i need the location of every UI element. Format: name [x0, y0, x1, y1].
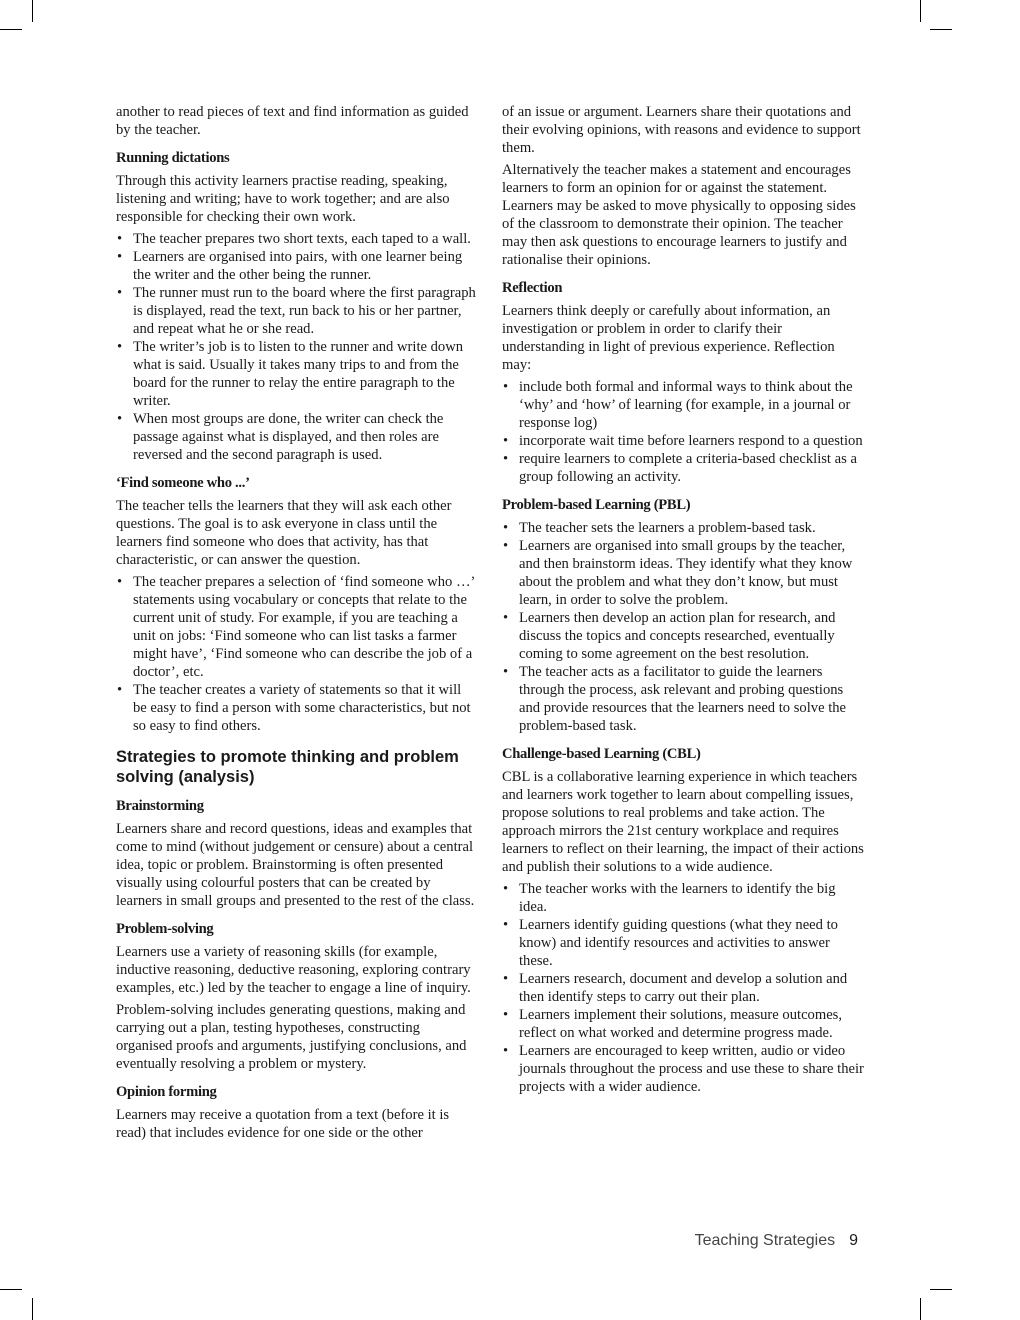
- find-someone-list: [116, 573, 478, 735]
- problem-solving-heading: Problem-solving: [116, 921, 214, 937]
- right-column: [502, 103, 864, 1100]
- list-item: • The teacher acts as a facilitator to guide the learners through the process, ask relevant and probing questions and provide resources that the learners need to solve the problem-based task.: [502, 663, 864, 735]
- crop-mark: [920, 0, 921, 22]
- pbl-list: [502, 519, 864, 735]
- cbl-text: CBL is a collaborative learning experience in which teachers and learners work together to learn about compelling issues, propose solutions to real problems and take action. The approach mirrors the 21st century workplace and requires learners to reflect on their learning, the impact of their actions and publish their solutions to a wide audience.: [502, 769, 864, 875]
- list-item: • Learners are organised into pairs, with one learner being the writer and the other being the runner.: [116, 248, 478, 284]
- opinion-forming-heading: Opinion forming: [116, 1084, 217, 1100]
- page-number: 9: [849, 1232, 858, 1249]
- crop-mark: [920, 1298, 921, 1320]
- crop-mark: [0, 29, 22, 30]
- brainstorming-text: Learners share and record questions, ideas and examples that come to mind (without judgement or censure) about a central idea, topic or problem. Brainstorming is often presented visually using colourful posters that can be created by learners in small groups and presented to the rest of the class.: [116, 821, 475, 909]
- list-item: • The writer’s job is to listen to the runner and write down what is said. Usually it takes many trips to and from the board for the runner to relay the entire paragraph to the writer.: [116, 338, 478, 410]
- left-intro: another to read pieces of text and find information as guided by the teacher.: [116, 104, 469, 138]
- cbl-list: [502, 880, 864, 1096]
- find-someone-heading: ‘Find someone who ...’: [116, 475, 250, 491]
- list-item: • The teacher creates a variety of statements so that it will be easy to find a person with some characteristics, but not so easy to find others.: [116, 681, 478, 735]
- list-item: • Learners then develop an action plan for research, and discuss the topics and concepts researched, eventually coming to some agreement on the best resolution.: [502, 609, 864, 663]
- cbl-heading: Challenge-based Learning (CBL): [502, 746, 701, 762]
- running-dictations-list: [116, 230, 478, 464]
- crop-mark: [930, 29, 952, 30]
- list-item: • The runner must run to the board where the first paragraph is displayed, read the text, run back to his or her partner, and repeat what he or she read.: [116, 284, 478, 338]
- list-item: • include both formal and informal ways to think about the ‘why’ and ‘how’ of learning (for example, in a journal or response log): [502, 378, 864, 432]
- crop-mark: [930, 1289, 952, 1290]
- right-intro-1: of an issue or argument. Learners share their quotations and their evolving opinions, with reasons and evidence to support them.: [502, 104, 861, 156]
- section-heading: Strategies to promote thinking and problem solving (analysis): [116, 748, 459, 786]
- list-item: • require learners to complete a criteria-based checklist as a group following an activity.: [502, 450, 864, 486]
- right-intro-2: Alternatively the teacher makes a statement and encourages learners to form an opinion for or against the statement. Learners may be asked to move physically to opposing sides of the classroom to demonstrate their opinion. The teacher may then ask questions to encourage learners to justify and rationalise their opinions.: [502, 162, 856, 268]
- problem-solving-text-1: Learners use a variety of reasoning skills (for example, inductive reasoning, deductive reasoning, exploring contrary examples, etc.) led by the teacher to engage a line of inquiry.: [116, 944, 471, 996]
- crop-mark: [32, 1298, 33, 1320]
- problem-solving-text-2: Problem-solving includes generating questions, making and carrying out a plan, testing hypotheses, constructing organised proofs and arguments, justifying conclusions, and eventually resolving a problem or mystery.: [116, 1002, 467, 1072]
- running-dictations-heading: Running dictations: [116, 150, 230, 166]
- brainstorming-heading: Brainstorming: [116, 798, 204, 814]
- find-someone-text: The teacher tells the learners that they will ask each other questions. The goal is to ask everyone in class until the learners find someone who does that activity, has that characteristic, or can answer the question.: [116, 498, 452, 568]
- list-item: • The teacher prepares a selection of ‘find someone who …’ statements using vocabulary or concepts that relate to the current unit of study. For example, if you are teaching a unit on jobs: ‘Find someone who can list tasks a farmer might have’, ‘Find someone who can describe the job of a doctor’, etc.: [116, 573, 478, 681]
- crop-mark: [32, 0, 33, 22]
- list-item: • When most groups are done, the writer can check the passage against what is displayed, and then roles are reversed and the second paragraph is used.: [116, 410, 478, 464]
- list-item: • Learners identify guiding questions (what they need to know) and identify resources and activities to answer these.: [502, 916, 864, 970]
- list-item: • Learners research, document and develop a solution and then identify steps to carry out their plan.: [502, 970, 864, 1006]
- reflection-list: [502, 378, 864, 486]
- footer-title: Teaching Strategies: [694, 1232, 836, 1249]
- page-footer: [695, 1231, 858, 1251]
- pbl-heading: Problem-based Learning (PBL): [502, 497, 691, 513]
- list-item: • The teacher sets the learners a problem-based task.: [502, 519, 864, 537]
- list-item: • Learners are organised into small groups by the teacher, and then brainstorm ideas. They identify what they know about the problem and what they don’t know, but must learn, in order to solve the problem.: [502, 537, 864, 609]
- list-item: • incorporate wait time before learners respond to a question: [502, 432, 864, 450]
- crop-mark: [0, 1289, 22, 1290]
- reflection-heading: Reflection: [502, 280, 563, 296]
- left-column: [116, 103, 478, 1146]
- list-item: • Learners are encouraged to keep written, audio or video journals throughout the process and use these to share their projects with a wider audience.: [502, 1042, 864, 1096]
- reflection-text: Learners think deeply or carefully about information, an investigation or problem in order to clarify their understanding in light of previous experience. Reflection may:: [502, 303, 835, 373]
- list-item: • Learners implement their solutions, measure outcomes, reflect on what worked and determine progress made.: [502, 1006, 864, 1042]
- opinion-forming-text: Learners may receive a quotation from a text (before it is read) that includes evidence for one side or the other: [116, 1107, 450, 1141]
- list-item: • The teacher works with the learners to identify the big idea.: [502, 880, 864, 916]
- running-dictations-text: Through this activity learners practise reading, speaking, listening and writing; have to work together; and are also responsible for checking their own work.: [116, 173, 450, 225]
- list-item: • The teacher prepares two short texts, each taped to a wall.: [116, 230, 478, 248]
